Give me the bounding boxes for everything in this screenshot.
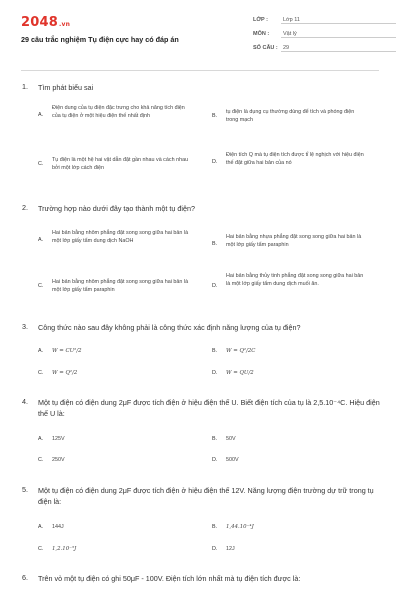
option-letter: D. [212,159,218,165]
option-text: Hai bản bằng nhôm phẳng đặt song song giữa hai bản là một lớp giấy tẩm paraphin [52,279,189,293]
site-logo[interactable] [21,15,70,30]
question-text: Một tụ điện có điện dung 2μF được tích điện ở hiệu điện thế U. Biết điện tích của tụ là 2,5.10⁻⁴C. Hiệu điện thế U là: [38,398,380,418]
count-label: SỐ CÂU : [253,45,278,51]
option-letter: B. [212,241,218,247]
question-number: 2. [22,203,28,212]
option-formula: W = QU/2 [226,370,254,376]
option-letter: C. [38,370,44,376]
question-number: 1. [22,82,28,91]
option-letter: B. [212,436,218,442]
option-text: 500V [226,457,239,463]
question-text: Một tụ điện có điện dung 2μF được tích điện ở hiệu điện thế 12V. Năng lượng điện trường dự trữ trong tụ điện là: [38,486,374,506]
question-text: Công thức nào sau đây không phải là công thức xác định năng lượng của tụ điện? [38,323,301,332]
question-number: 4. [22,397,28,406]
class-label: LỚP : [253,17,268,23]
option-letter: A. [38,436,44,442]
option-letter: B. [212,113,218,119]
question-number: 6. [22,573,28,582]
meta-subject [253,31,396,38]
question-text: Tìm phát biểu sai [38,83,94,92]
option-text: 144J [52,524,64,530]
option-letter: C. [38,161,44,167]
option-letter: C. [38,283,44,289]
option-formula: W = Q²/2C [226,348,256,354]
option-letter: D. [212,546,218,552]
option-letter: B. [212,524,218,530]
question-text: Trường hợp nào dưới đây tạo thành một tụ điện? [38,204,195,213]
option-text: Tụ điện là một hệ hai vật dẫn đặt gần nhau và cách nhau bởi một lớp cách điện [52,157,189,171]
option-text: Hai bản bằng thủy tinh phẳng đặt song song giữa hai bản là một lớp giấy tẩm dung dịch muối ăn. [226,273,364,287]
option-letter: C. [38,546,44,552]
question-text: Trên vỏ một tụ điện có ghi 50μF - 100V. Điện tích lớn nhất mà tụ điện tích được là: [38,574,301,583]
option-text: Hai bản bằng nhựa phẳng đặt song song giữa hai bản là một lớp giấy tẩm paraphin [226,234,362,248]
option-text: Điện dung của tụ điện đặc trưng cho khả năng tích điện của tụ điện ở một hiệu điện thế nhất định [52,105,185,119]
option-text: 50V [226,436,236,442]
option-formula: W = CU²/2 [52,348,82,354]
option-text: Điện tích Q mà tụ điện tích được tỉ lệ nghịch với hiệu điện thế đặt giữa hai bản của nó [226,152,364,166]
logo-text: 2048 [21,15,58,30]
meta-count [253,45,396,52]
option-letter: A. [38,524,44,530]
option-letter: A. [38,112,44,118]
subject-value: Vật lý [281,31,396,38]
header-divider [21,70,379,71]
option-text: 125V [52,436,65,442]
option-text: 1,44.10⁻⁴J [226,524,254,530]
option-letter: D. [212,457,218,463]
logo-suffix: .vn [58,21,71,28]
option-letter: D. [212,283,218,289]
meta-class [253,17,396,24]
question-number: 3. [22,322,28,331]
class-value: Lớp 11 [281,17,396,24]
question-number: 5. [22,485,28,494]
option-text: 1,2.10⁻⁵J [52,546,77,552]
subject-label: MÔN : [253,31,270,37]
option-formula: W = Q²/2 [52,370,78,376]
document-title: 29 câu trắc nghiệm Tụ điện cực hay có đáp án [21,35,179,44]
option-letter: B. [212,348,218,354]
count-value: 29 [281,45,396,52]
option-text: tụ điện là dụng cụ thường dùng để tích và phóng điện trong mạch [226,109,355,123]
option-letter: A. [38,237,44,243]
option-letter: A. [38,348,44,354]
option-letter: C. [38,457,44,463]
option-text: 12J [226,546,235,552]
option-text: 250V [52,457,65,463]
document-header [0,0,400,72]
option-text: Hai bản bằng nhôm phẳng đặt song song giữa hai bản là một lớp giấy tẩm dung dịch NaOH [52,230,189,244]
option-letter: D. [212,370,218,376]
